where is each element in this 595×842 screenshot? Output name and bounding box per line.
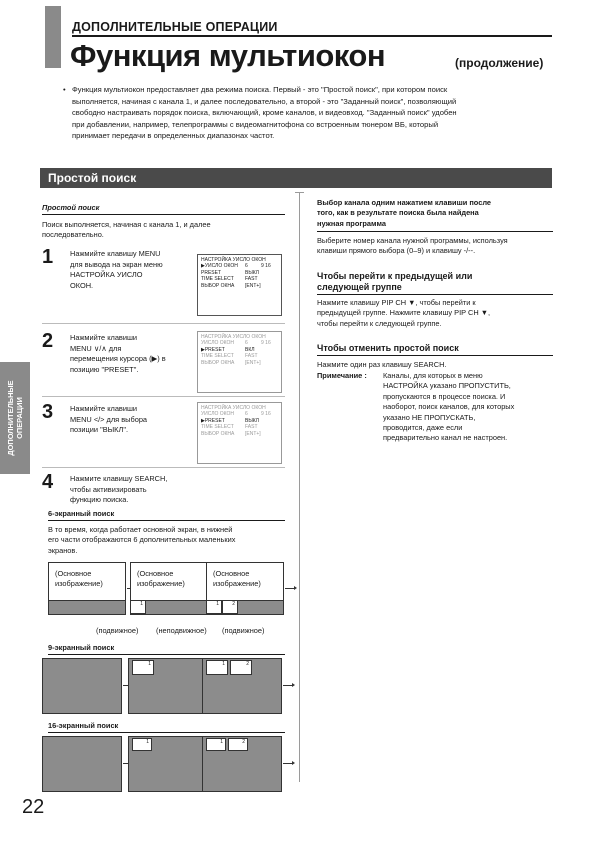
step-line: ОКОН. xyxy=(70,280,94,290)
arrow-icon xyxy=(285,588,295,589)
right-rule xyxy=(317,231,553,232)
prev-next-heading xyxy=(317,271,553,293)
note-line: предварительно канал не настроен. xyxy=(383,433,508,443)
heading-line: Чтобы перейти к предыдущей или xyxy=(317,271,473,281)
menu-row: ВЫБОР ОКНА [ENT+] xyxy=(201,282,261,289)
title-rule xyxy=(72,35,552,37)
step-number: 3 xyxy=(42,401,54,423)
page-title: Функция мультиокон xyxy=(70,38,386,73)
tv-screen xyxy=(48,562,126,615)
note-text xyxy=(383,371,553,444)
right-rule xyxy=(317,355,553,356)
step-text xyxy=(70,249,190,291)
step-line: MENU </> для выбора xyxy=(70,414,148,424)
menu-row: ВЫБОР ОКНА [ENT+] xyxy=(201,359,261,366)
intro-paragraph xyxy=(63,84,550,142)
step-text xyxy=(70,474,220,506)
step-line: Нажмийте клавиши xyxy=(70,333,138,342)
tv-screen xyxy=(130,562,208,615)
note-line: указано НЕ ПРОПУСКАТЬ, xyxy=(383,412,476,422)
right-line: того, как в результате поиска была найдена xyxy=(317,208,479,218)
nine-screen-rule xyxy=(48,654,285,655)
step-line: НАСТРОЙКА УИСЛО xyxy=(70,270,143,280)
six-text-line: экранов. xyxy=(48,545,78,555)
menu-row-selected: ▶PRESET ВКЛ xyxy=(201,346,255,353)
intro-line: выполняется, начиная с канала 1, и далее последовательно, а второй - это "Заданный поиск", позволяющий xyxy=(72,96,457,106)
menu-screen xyxy=(197,402,282,464)
menu-row: УИСЛО ОКОН 6 9 16 xyxy=(201,411,271,418)
step-divider xyxy=(42,467,285,468)
select-instructions xyxy=(317,236,557,257)
tv-screen xyxy=(128,736,208,792)
note-label: Примечание : xyxy=(317,371,367,380)
section-band-title: Простой поиск xyxy=(48,171,137,185)
menu-screen-title: НАСТРОЙКА УИСЛО ОКОН xyxy=(201,334,266,340)
menu-row: PRESET ВЫКЛ xyxy=(201,269,259,276)
menu-screen xyxy=(197,331,282,393)
left-subheading: Простой поиск xyxy=(42,203,100,212)
step-line: функцию поиска. xyxy=(70,495,129,505)
cancel-instruction: Нажмите один раз клавишу SEARCH. xyxy=(317,360,447,369)
six-screen-rule xyxy=(48,520,285,521)
arrow-icon xyxy=(283,685,293,686)
intro-line: Функция мультиокон предоставляет два режима поиска. Первый - это "Простой поиск", при котором поиск xyxy=(72,85,448,94)
note-line: НАСТРОЙКА указано ПРОПУСТИТЬ, xyxy=(383,381,511,391)
menu-screen-title: НАСТРОЙКА УИСЛО ОКОН xyxy=(201,405,266,411)
tv-sub-window: 1 xyxy=(206,600,222,614)
step-line: перемещения курсора (▶) в xyxy=(70,354,166,364)
intro-line: принимает передачи в определенных диапазонах частот. xyxy=(72,131,275,141)
menu-row-selected: ▶PRESET ВЫКЛ xyxy=(201,417,259,424)
menu-screen-title: НАСТРОЙКА УИСЛО ОКОН xyxy=(201,257,266,263)
step-line: Нажмите клавишу SEARCH, xyxy=(70,474,168,483)
tv-screen xyxy=(206,562,284,615)
step-line: для вывода на экран меню xyxy=(70,259,163,269)
tv-screen xyxy=(202,658,282,714)
step-text xyxy=(70,333,190,375)
section-kicker: ДОПОЛНИТЕЛЬНЫЕ ОПЕРАЦИИ xyxy=(72,20,278,34)
subheading-rule xyxy=(42,214,285,215)
six-screen-text xyxy=(48,525,288,556)
tv-sub-window: 2 xyxy=(230,660,252,675)
step-line: Нажмийте клавиши xyxy=(70,404,138,413)
lead-line: Поиск выполняется, начиная с канала 1, и далее xyxy=(42,220,211,229)
menu-row: ▶УИСЛО ОКОН 6 9 16 xyxy=(201,263,271,270)
side-tab-label xyxy=(6,380,24,455)
side-tab-line: ОПЕРАЦИИ xyxy=(15,397,24,439)
tv-screen xyxy=(202,736,282,792)
right-line: предыдущей группе. Нажмите клавишу PIP CH ▼, xyxy=(317,308,491,318)
title-suffix: (продолжение) xyxy=(455,56,544,70)
heading-line: следующей группе xyxy=(317,282,402,292)
menu-row: УИСЛО ОКОН 6 9 16 xyxy=(201,340,271,347)
tv-sub-window: 2 xyxy=(228,738,248,751)
tv-sub-window: 2 xyxy=(222,600,238,614)
step-number: 4 xyxy=(42,471,54,493)
caption-still: (неподвижное) xyxy=(156,626,207,635)
step-divider xyxy=(42,323,285,324)
column-divider xyxy=(299,192,300,782)
right-line: Нажмите клавишу PIP CH ▼, чтобы перейти к xyxy=(317,298,476,307)
tv-sub-window: 1 xyxy=(206,660,228,675)
right-top-heading xyxy=(317,198,553,229)
step-line: позицию "PRESET". xyxy=(70,364,139,374)
note-line: проводится, даже если xyxy=(383,423,463,433)
column-divider-cap xyxy=(295,192,304,193)
menu-row: TIME SELECT FAST xyxy=(201,276,258,283)
nine-screen-heading: 9-экранный поиск xyxy=(48,643,115,652)
menu-row: ВЫБОР ОКНА [ENT+] xyxy=(201,430,261,437)
step-line: Нажмийте клавишу MENU xyxy=(70,249,161,258)
tv-sub-window: 1 xyxy=(132,660,154,675)
step-number: 2 xyxy=(42,330,54,352)
sixteen-screen-heading: 16-экранный поиск xyxy=(48,721,119,730)
page-number: 22 xyxy=(22,796,45,818)
right-rule xyxy=(317,294,553,295)
six-screen-heading: 6-экранный поиск xyxy=(48,509,115,518)
tv-sub-window: 1 xyxy=(132,738,152,751)
note-line: наоборот, поиск каналов, для которых xyxy=(383,402,515,412)
right-line: Выберите номер канала нужной программы, используя xyxy=(317,236,508,245)
side-tab xyxy=(0,362,30,474)
step-line: позиции "ВЫКЛ". xyxy=(70,425,129,435)
right-line: нужная программа xyxy=(317,218,386,228)
caption-moving: (подвижное) xyxy=(96,626,139,635)
tv-screen xyxy=(128,658,208,714)
tv-screen xyxy=(42,658,122,714)
menu-row: TIME SELECT FAST xyxy=(201,353,258,360)
right-line: Выбор канала одним нажатием клавиши после xyxy=(317,198,492,207)
tv-main-label: (Основное изображение) xyxy=(137,569,185,588)
sixteen-screen-rule xyxy=(48,732,285,733)
tv-sub-window: 1 xyxy=(130,600,146,614)
prev-next-instructions xyxy=(317,298,557,329)
cancel-heading: Чтобы отменить простой поиск xyxy=(317,343,459,353)
right-line: клавиши прямого выбора (0–9) и клавишу -/--. xyxy=(317,246,476,256)
intro-line: при добавлении, например, телепрограммы с видеомагнитофона со встроенным тюнером ВБ, который xyxy=(72,119,439,129)
header-accent-bar xyxy=(45,6,61,68)
step-number: 1 xyxy=(42,246,54,268)
right-line: чтобы перейти к следующей группе. xyxy=(317,318,442,328)
six-text-line: В то время, когда работает основной экран, в нижней xyxy=(48,525,233,534)
intro-line: свободно настраивать порядок поиска, включающий, кроме каналов, и видеовход. "Заданный поиск" удобен xyxy=(72,108,457,118)
step-text xyxy=(70,404,190,436)
step-divider xyxy=(42,396,285,397)
tv-main-label: (Основное изображение) xyxy=(55,569,103,588)
lead-line: последовательно. xyxy=(42,230,104,240)
arrow-icon xyxy=(283,763,293,764)
tv-main-label: (Основное изображение) xyxy=(213,569,261,588)
menu-screen xyxy=(197,254,282,316)
step-line: чтобы активизировать xyxy=(70,484,147,494)
note-line: пропускаются в процессе поиска. И xyxy=(383,391,506,401)
bullet-icon: • xyxy=(63,85,66,94)
tv-screen xyxy=(42,736,122,792)
menu-row: TIME SELECT FAST xyxy=(201,424,258,431)
side-tab-line: ДОПОЛНИТЕЛЬНЫЕ xyxy=(6,380,15,456)
section-band xyxy=(40,168,552,188)
six-text-line: его части отображаются 6 дополнительных маленьких xyxy=(48,535,236,545)
caption-moving: (подвижное) xyxy=(222,626,265,635)
step-line: MENU ∨/∧ для xyxy=(70,343,122,353)
tv-sub-window: 1 xyxy=(206,738,226,751)
left-lead xyxy=(42,220,285,241)
note-line: Каналы, для которых в меню xyxy=(383,371,483,380)
